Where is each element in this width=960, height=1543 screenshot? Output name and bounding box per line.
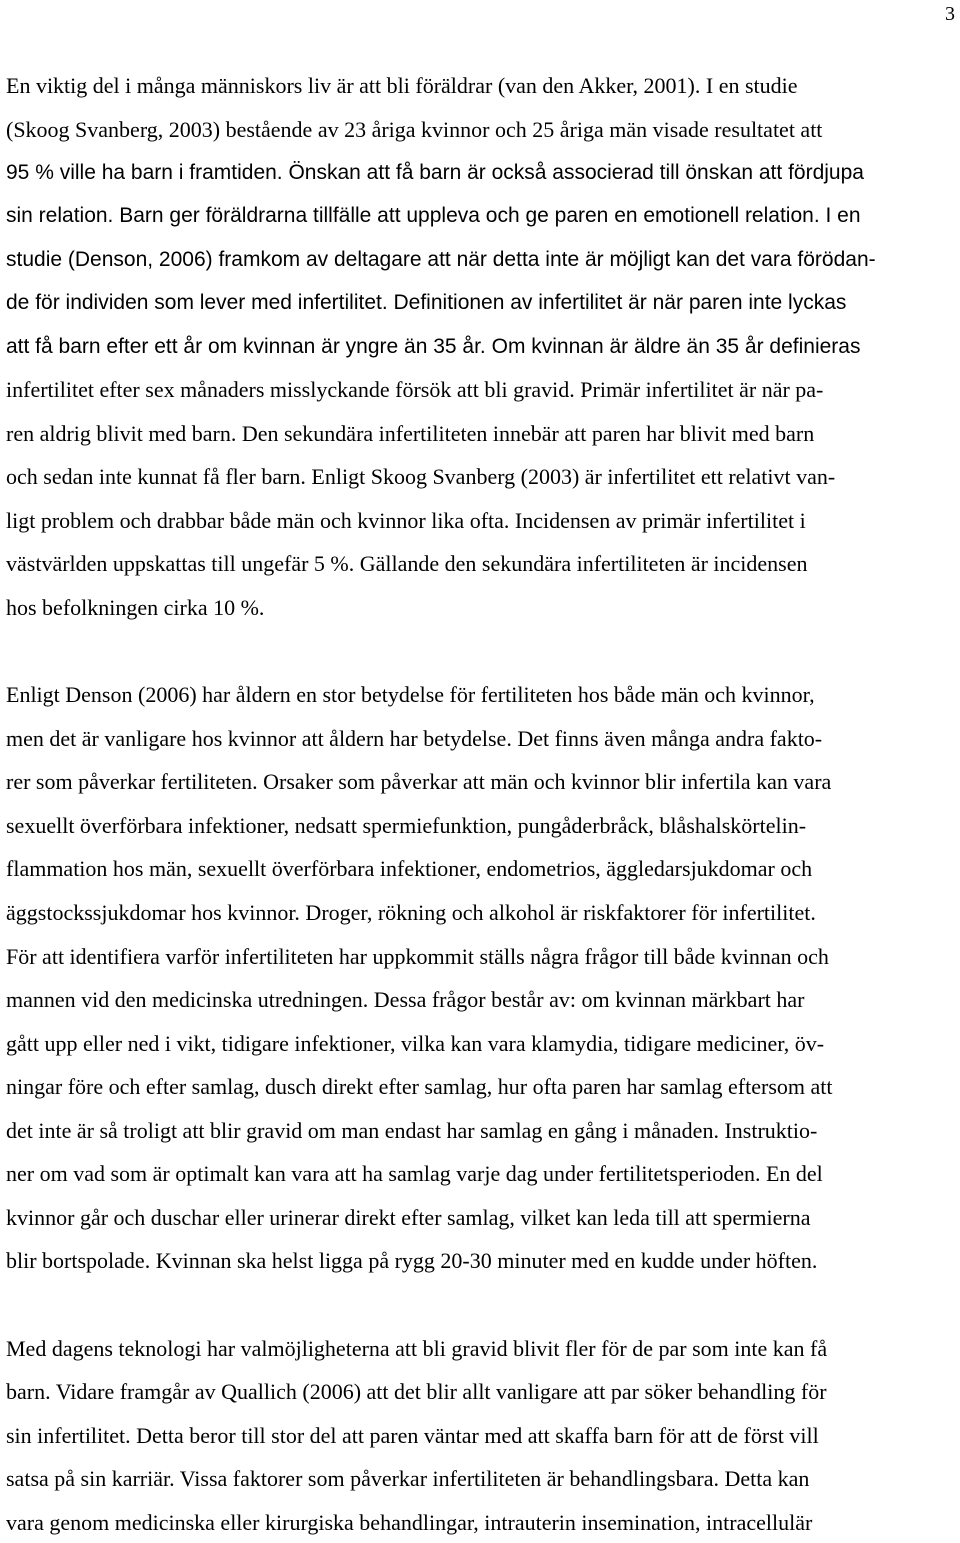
text-line: studie (Denson, 2006) framkom av deltagare att när detta inte är möjligt kan det vara förödan-	[6, 248, 876, 271]
text-line: barn. Vidare framgår av Quallich (2006) att det blir allt vanligare att par söker behandling för	[6, 1379, 827, 1404]
text-line: sin relation. Barn ger föräldrarna tillfälle att uppleva och ge paren en emotionell relation. I en	[6, 204, 861, 227]
text-line: äggstockssjukdomar hos kvinnor. Droger, rökning och alkohol är riskfaktorer för infertilitet.	[6, 900, 816, 925]
text-line: infertilitet efter sex månaders misslyckande försök att bli gravid. Primär infertilitet är när pa-	[6, 377, 824, 402]
text-line: För att identifiera varför infertiliteten har uppkommit ställs några frågor till både kvinnan och	[6, 944, 829, 969]
text-line: mannen vid den medicinska utredningen. Dessa frågor består av: om kvinnan märkbart har	[6, 987, 805, 1012]
text-line: de för individen som lever med infertilitet. Definitionen av infertilitet är när paren inte lyckas	[6, 291, 847, 314]
text-line: sin infertilitet. Detta beror till stor del att paren väntar med att skaffa barn för att de först vill	[6, 1423, 819, 1448]
text-line: rer som påverkar fertiliteten. Orsaker som påverkar att män och kvinnor blir infertila kan vara	[6, 769, 832, 794]
text-line: ligt problem och drabbar både män och kvinnor lika ofta. Incidensen av primär infertilitet i	[6, 508, 806, 533]
text-line: (Skoog Svanberg, 2003) bestående av 23 åriga kvinnor och 25 åriga män visade resultatet att	[6, 117, 823, 142]
text-line: En viktig del i många människors liv är att bli föräldrar (van den Akker, 2001). I en studie	[6, 73, 798, 98]
text-line: att få barn efter ett år om kvinnan är yngre än 35 år. Om kvinnan är äldre än 35 år definieras	[6, 335, 861, 358]
text-line: flammation hos män, sexuellt överförbara infektioner, endometrios, äggledarsjukdomar och	[6, 856, 813, 881]
text-line: västvärlden uppskattas till ungefär 5 %. Gällande den sekundära infertiliteten är incidensen	[6, 551, 808, 576]
text-line: men det är vanligare hos kvinnor att åldern har betydelse. Det finns även många andra fakto-	[6, 726, 823, 751]
text-line: det inte är så troligt att blir gravid om man endast har samlag en gång i månaden. Instruktio-	[6, 1118, 818, 1143]
text-line: Med dagens teknologi har valmöjligheterna att bli gravid blivit fler för de par som inte kan få	[6, 1336, 828, 1361]
text-line: satsa på sin karriär. Vissa faktorer som påverkar infertiliteten är behandlingsbara. Detta kan	[6, 1466, 810, 1491]
text-line: ner om vad som är optimalt kan vara att ha samlag varje dag under fertilitetsperioden. En del	[6, 1161, 823, 1186]
text-line: hos befolkningen cirka 10 %.	[6, 595, 265, 620]
text-line: ningar före och efter samlag, dusch direkt efter samlag, hur ofta paren har samlag eftersom att	[6, 1074, 833, 1099]
text-line: gått upp eller ned i vikt, tidigare infektioner, vilka kan vara klamydia, tidigare mediciner, öv-	[6, 1031, 825, 1056]
text-line: vara genom medicinska eller kirurgiska behandlingar, intrauterin insemination, intracellulär	[6, 1510, 813, 1535]
page-number: 3	[945, 3, 955, 25]
text-line: ren aldrig blivit med barn. Den sekundära infertiliteten innebär att paren har blivit med barn	[6, 421, 815, 446]
text-line: Enligt Denson (2006) har åldern en stor betydelse för fertiliteten hos både män och kvinnor,	[6, 682, 815, 707]
text-line: sexuellt överförbara infektioner, nedsatt spermiefunktion, pungåderbråck, blåshalskörtelin-	[6, 813, 807, 838]
text-line: 95 % ville ha barn i framtiden. Önskan att få barn är också associerad till önskan att fördjupa	[6, 161, 864, 184]
text-line: kvinnor går och duschar eller urinerar direkt efter samlag, vilket kan leda till att spermierna	[6, 1205, 811, 1230]
text-line: och sedan inte kunnat få fler barn. Enligt Skoog Svanberg (2003) är infertilitet ett relativt van-	[6, 464, 836, 489]
text-line: blir bortspolade. Kvinnan ska helst ligga på rygg 20-30 minuter med en kudde under höften.	[6, 1248, 818, 1273]
